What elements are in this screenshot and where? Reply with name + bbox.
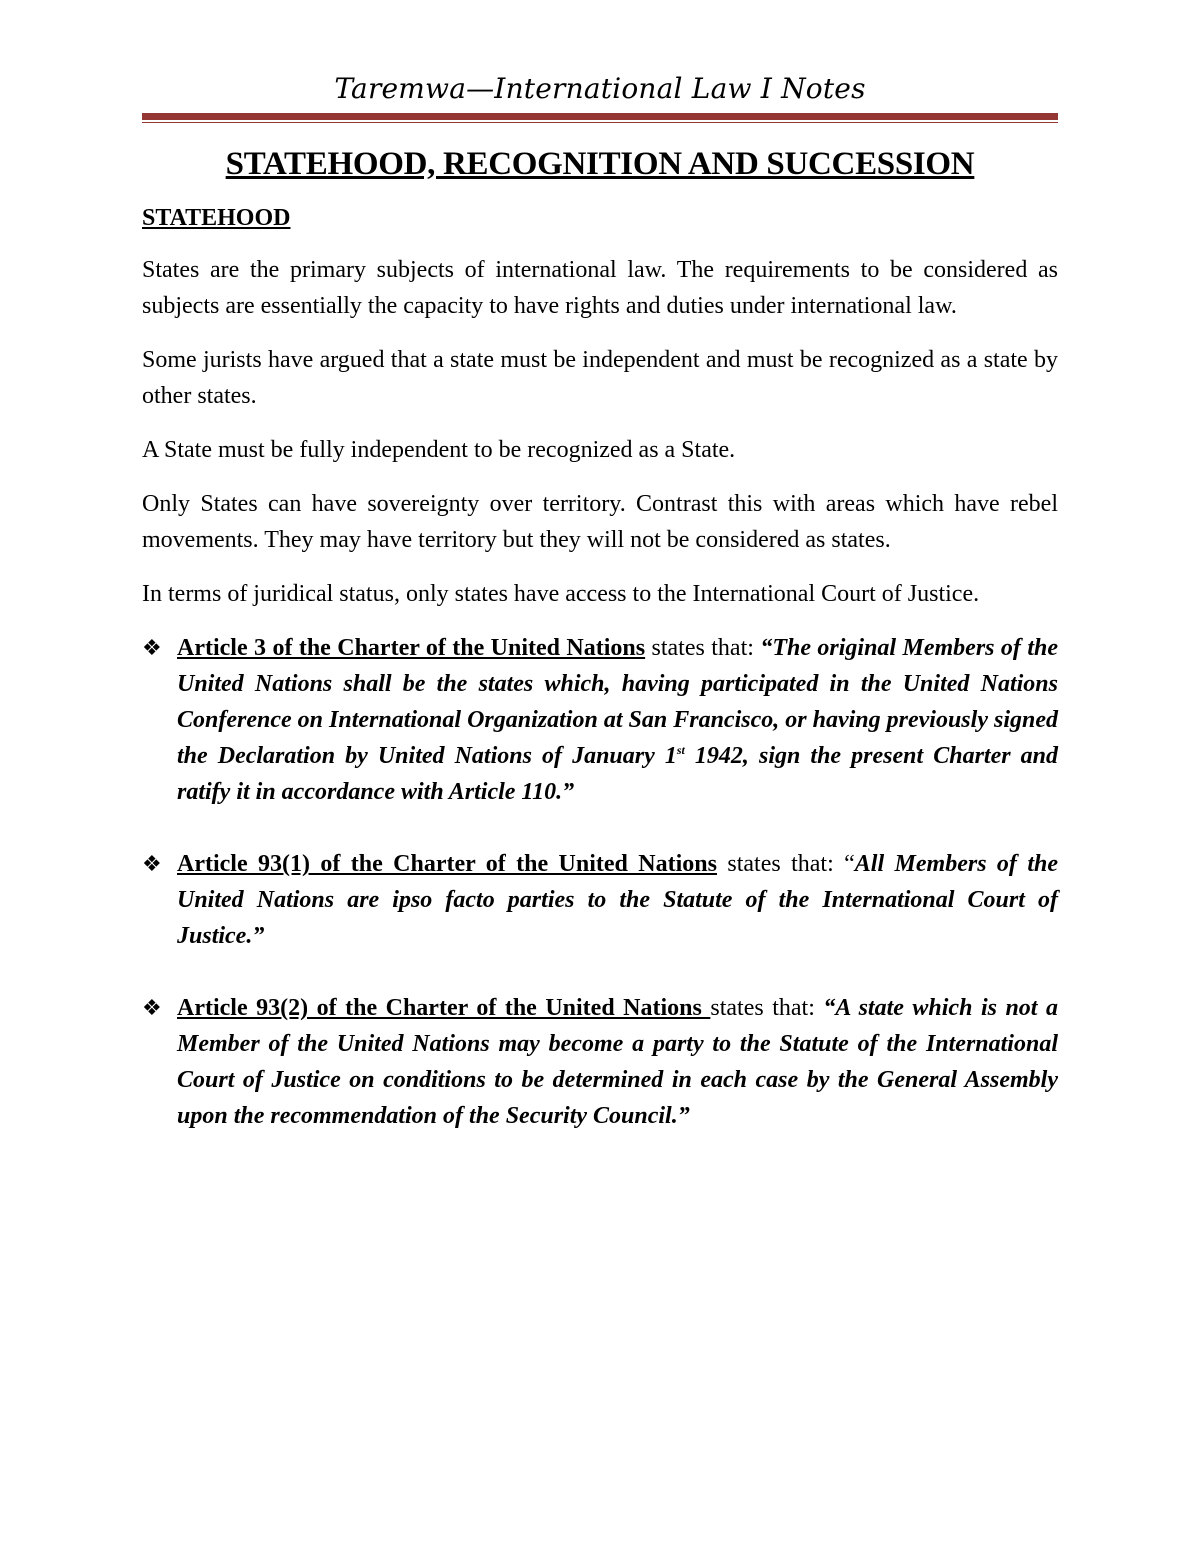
list-item-text xyxy=(177,846,1058,954)
connector-text: states that: xyxy=(645,635,761,661)
ordinal-suffix: st xyxy=(676,743,685,757)
diamond-bullet-icon: ❖ xyxy=(142,635,162,660)
list-item xyxy=(142,846,1058,954)
running-header: Taremwa—International Law I Notes xyxy=(334,72,866,105)
header-rule-thin xyxy=(142,122,1058,123)
article-list xyxy=(142,630,1058,1134)
paragraph: A State must be fully independent to be recognized as a State. xyxy=(142,437,736,463)
document-title: STATEHOOD, RECOGNITION AND SUCCESSION xyxy=(225,146,975,182)
paragraph: Only States can have sovereignty over territory. Contrast this with areas which have rebel movements. They may have territory but they will not be considered as states. xyxy=(142,491,1058,553)
list-item xyxy=(142,990,1058,1134)
document-body xyxy=(142,140,1058,1134)
list-item-text xyxy=(177,990,1058,1134)
connector-text: states that: “ xyxy=(716,851,855,877)
list-item xyxy=(142,630,1058,810)
diamond-bullet-icon: ❖ xyxy=(142,851,162,876)
diamond-bullet-icon: ❖ xyxy=(142,995,162,1020)
charter-quote: All Members of the United Nations are ipso facto parties to the Statute of the International Court of Justice.” xyxy=(177,851,1058,949)
article-reference: Article 3 of the Charter of the United Nations xyxy=(177,635,646,661)
header-rule xyxy=(142,113,1058,120)
list-item-text xyxy=(177,630,1058,810)
article-reference: Article 93(2) of the Charter of the United Nations xyxy=(177,995,711,1021)
charter-quote: “A state which is not a Member of the United Nations may become a party to the Statute of the International Court of Justice on conditions to be determined in each case by the General Assembly upon the recommendation of the Security Council.” xyxy=(177,995,1058,1129)
paragraph: Some jurists have argued that a state must be independent and must be recognized as a state by other states. xyxy=(142,347,1058,409)
article-reference: Article 93(1) of the Charter of the United Nations xyxy=(177,851,717,877)
connector-text: states that: xyxy=(710,995,824,1021)
section-heading-statehood: STATEHOOD xyxy=(142,205,291,231)
paragraph: In terms of juridical status, only states have access to the International Court of Justice. xyxy=(142,581,980,607)
paragraph: States are the primary subjects of international law. The requirements to be considered as subjects are essentially the capacity to have rights and duties under international law. xyxy=(142,257,1058,319)
quote-text: “The original Members of the United Nations shall be the states which, having participated in the United Nations Conference on International Organization at San Francisco, or having previously signed the Declaration by United Nations of January 1 xyxy=(177,635,1058,769)
quote-text: 1942, sign the present Charter and ratify it in accordance with Article 110.” xyxy=(177,743,1058,805)
